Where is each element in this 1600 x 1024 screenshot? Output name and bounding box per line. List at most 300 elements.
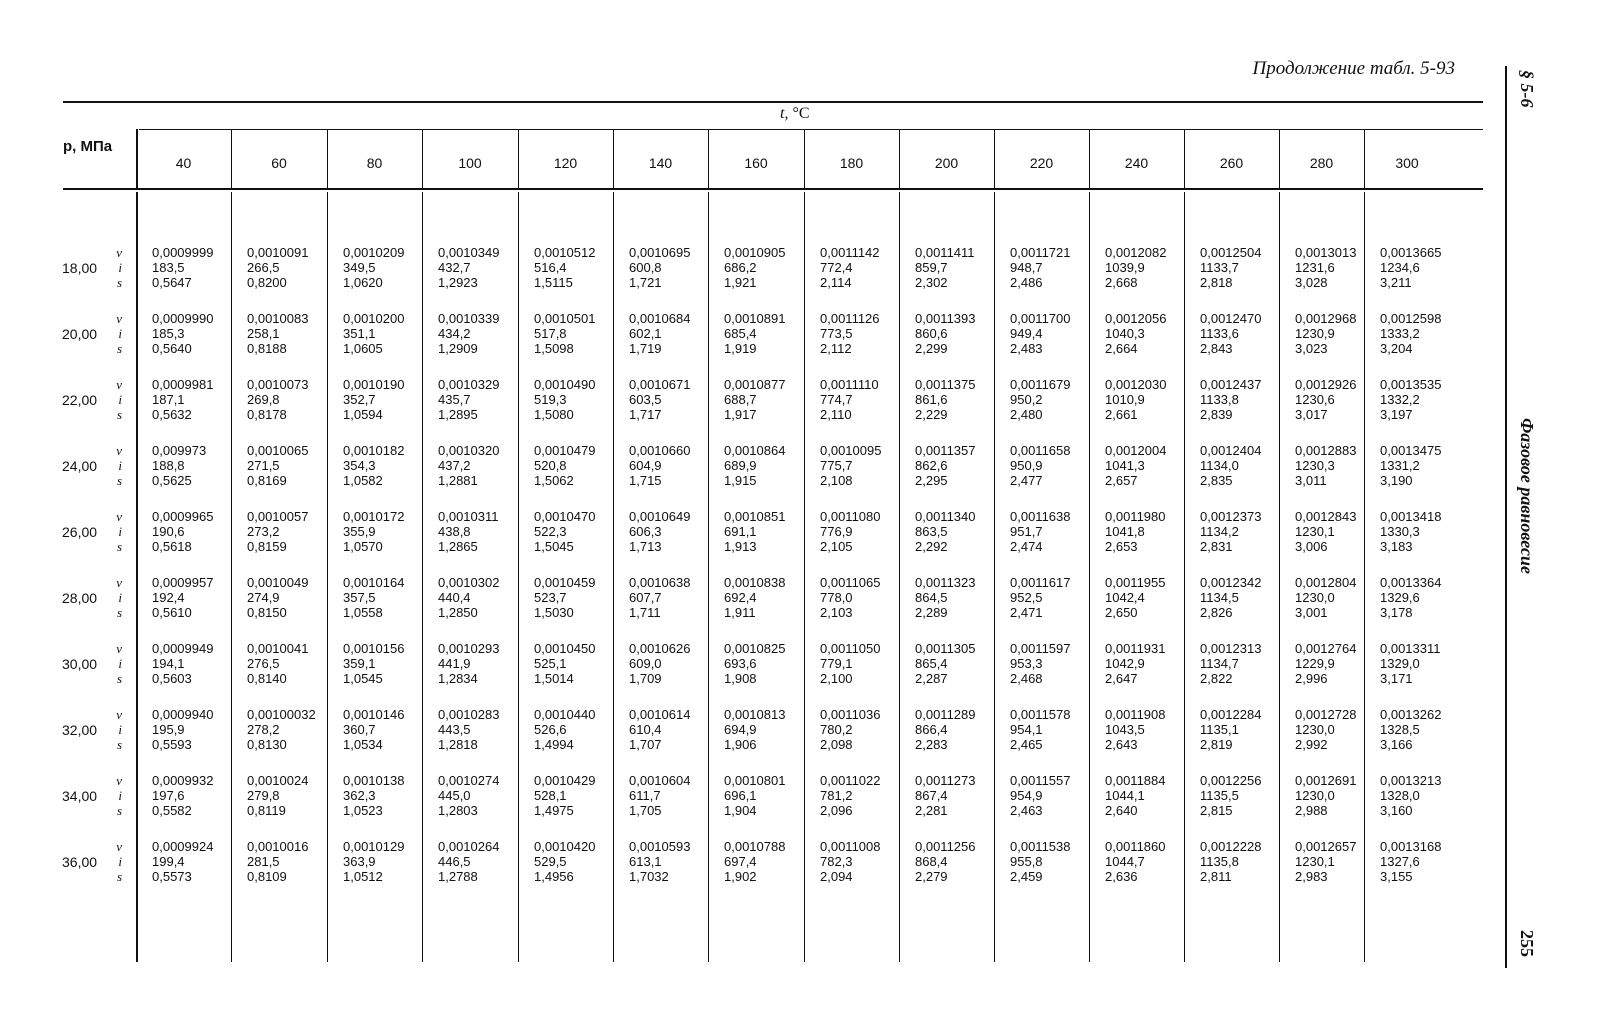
table-cell (1010, 575, 1071, 620)
i-value: 1134,0 (1200, 458, 1239, 473)
s-value: 1,908 (724, 671, 757, 686)
table-cell (152, 641, 213, 686)
s-value: 3,166 (1380, 737, 1413, 752)
v-value: 0,0010320 (438, 443, 500, 458)
table-cell (343, 509, 404, 554)
i-value: 440,4 (438, 590, 471, 605)
v-value: 0,0010339 (438, 311, 500, 326)
i-value: 351,1 (343, 326, 376, 341)
s-value: 1,715 (629, 473, 662, 488)
table-cell (152, 311, 213, 356)
v-value: 0,0011908 (1105, 707, 1166, 722)
table-cell (1010, 377, 1071, 422)
temperature-header-8: 200 (934, 155, 959, 171)
header-rule-bottom (63, 188, 1483, 190)
s-value: 2,112 (820, 341, 852, 356)
i-value: 1230,6 (1295, 392, 1335, 407)
s-value: 0,8188 (247, 341, 287, 356)
i-value: 276,5 (247, 656, 280, 671)
temperature-header-12: 280 (1309, 155, 1334, 171)
table-cell (438, 377, 499, 422)
table-cell (152, 575, 213, 620)
column-divider (518, 192, 519, 962)
variable-symbol: v (116, 311, 122, 326)
i-value: 1135,1 (1200, 722, 1239, 737)
s-value: 0,8109 (247, 869, 287, 884)
v-value: 0,00100032 (247, 707, 316, 722)
v-value: 0,0012342 (1200, 575, 1262, 590)
temperature-header-11: 260 (1219, 155, 1244, 171)
header-rule-sub (139, 129, 1483, 130)
i-value: 526,6 (534, 722, 567, 737)
i-value: 434,2 (438, 326, 471, 341)
v-value: 0,0012313 (1200, 641, 1262, 656)
column-divider (899, 192, 900, 962)
i-value: 432,7 (438, 260, 471, 275)
variable-symbol: v (116, 773, 122, 788)
table-cell (1010, 245, 1071, 290)
s-value: 2,295 (915, 473, 948, 488)
s-value: 2,468 (1010, 671, 1043, 686)
v-value: 0,0010891 (724, 311, 786, 326)
s-value: 3,028 (1295, 275, 1328, 290)
v-value: 0,0012030 (1105, 377, 1167, 392)
s-value: 2,815 (1200, 803, 1233, 818)
s-value: 2,650 (1105, 605, 1138, 620)
s-value: 2,098 (820, 737, 853, 752)
table-cell (1105, 707, 1166, 752)
table-cell (1295, 773, 1356, 818)
pressure-column-header: p, МПа (63, 138, 113, 155)
s-value: 2,486 (1010, 275, 1043, 290)
s-value: 0,5593 (152, 737, 192, 752)
v-value: 0,0010182 (343, 443, 405, 458)
table-cell (629, 443, 690, 488)
table-cell (534, 707, 595, 752)
s-value: 1,5080 (534, 407, 574, 422)
s-value: 0,5632 (152, 407, 192, 422)
i-value: 357,5 (343, 590, 376, 605)
variable-symbol: v (116, 245, 122, 260)
table-cell (247, 773, 308, 818)
v-value: 0,0010604 (629, 773, 691, 788)
table-cell (343, 575, 404, 620)
s-value: 1,4975 (534, 803, 574, 818)
table-cell (915, 707, 976, 752)
v-value: 0,0010813 (724, 707, 786, 722)
i-value: 445,0 (438, 788, 471, 803)
i-value: 861,6 (915, 392, 948, 407)
table-cell (152, 245, 213, 290)
s-value: 0,8130 (247, 737, 287, 752)
v-value: 0,0010684 (629, 311, 691, 326)
table-cell (343, 245, 404, 290)
variable-symbol: i (118, 326, 122, 341)
i-value: 355,9 (343, 524, 376, 539)
table-cell (915, 839, 976, 884)
i-value: 689,9 (724, 458, 757, 473)
i-value: 1135,5 (1200, 788, 1239, 803)
v-value: 0,0010129 (343, 839, 405, 854)
v-value: 0,009973 (152, 443, 207, 458)
s-value: 1,0620 (343, 275, 383, 290)
s-value: 2,459 (1010, 869, 1043, 884)
i-value: 188,8 (152, 458, 185, 473)
i-value: 1230,0 (1295, 788, 1335, 803)
i-value: 437,2 (438, 458, 471, 473)
v-value: 0,0010283 (438, 707, 500, 722)
pressure-value: 32,00 (62, 722, 98, 738)
i-value: 438,8 (438, 524, 471, 539)
v-value: 0,0010274 (438, 773, 500, 788)
i-value: 520,8 (534, 458, 567, 473)
i-value: 1230,0 (1295, 590, 1335, 605)
table-cell (438, 773, 499, 818)
i-value: 694,9 (724, 722, 757, 737)
v-value: 0,0010311 (438, 509, 499, 524)
v-value: 0,0011679 (1010, 377, 1071, 392)
s-value: 2,279 (915, 869, 948, 884)
table-cell (1295, 575, 1356, 620)
variable-symbol: v (116, 575, 122, 590)
table-cell (820, 443, 881, 488)
v-value: 0,0010146 (343, 707, 405, 722)
i-value: 1329,0 (1380, 656, 1420, 671)
table-cell (1380, 773, 1441, 818)
v-value: 0,0011289 (915, 707, 976, 722)
column-divider (1364, 192, 1365, 962)
s-value: 0,5573 (152, 869, 192, 884)
table-cell (438, 311, 499, 356)
v-value: 0,0012968 (1295, 311, 1357, 326)
v-value: 0,0010450 (534, 641, 596, 656)
table-cell (438, 839, 499, 884)
s-value: 1,2909 (438, 341, 478, 356)
i-value: 1042,9 (1105, 656, 1145, 671)
table-cell (915, 245, 975, 290)
pressure-value: 30,00 (62, 656, 98, 672)
variable-symbol: i (118, 722, 122, 737)
table-cell (1295, 641, 1356, 686)
v-value: 0,0010470 (534, 509, 596, 524)
variable-symbol: i (118, 590, 122, 605)
i-value: 1230,1 (1295, 524, 1335, 539)
i-value: 1042,4 (1105, 590, 1145, 605)
v-value: 0,0009965 (152, 509, 214, 524)
v-value: 0,0013665 (1380, 245, 1442, 260)
row-variables (108, 311, 122, 356)
table-cell (724, 443, 785, 488)
i-value: 517,8 (534, 326, 567, 341)
i-value: 190,6 (152, 524, 185, 539)
s-value: 0,5618 (152, 539, 192, 554)
i-value: 773,5 (820, 326, 853, 341)
variable-symbol: s (116, 275, 122, 290)
v-value: 0,0012256 (1200, 773, 1262, 788)
s-value: 1,2881 (438, 473, 478, 488)
i-value: 279,8 (247, 788, 280, 803)
s-value: 0,8200 (247, 275, 287, 290)
table-cell (1105, 377, 1166, 422)
v-value: 0,0011065 (820, 575, 881, 590)
v-value: 0,0010801 (724, 773, 786, 788)
s-value: 2,640 (1105, 803, 1138, 818)
v-value: 0,0010512 (534, 245, 596, 260)
i-value: 1010,9 (1105, 392, 1145, 407)
s-value: 2,299 (915, 341, 948, 356)
table-cell (724, 245, 785, 290)
table-cell (247, 245, 308, 290)
v-value: 0,0010479 (534, 443, 596, 458)
v-value: 0,0011050 (820, 641, 881, 656)
i-value: 600,8 (629, 260, 662, 275)
i-value: 197,6 (152, 788, 185, 803)
pressure-value: 34,00 (62, 788, 98, 804)
table-cell (1200, 641, 1261, 686)
v-value: 0,0010138 (343, 773, 405, 788)
i-value: 185,3 (152, 326, 185, 341)
v-value: 0,0013364 (1380, 575, 1442, 590)
table-cell (534, 773, 595, 818)
table-cell (1380, 245, 1441, 290)
chapter-title: Фазовое равновесие (1517, 418, 1537, 574)
i-value: 435,7 (438, 392, 471, 407)
table-cell (152, 443, 206, 488)
variable-symbol: s (116, 803, 122, 818)
table-cell (534, 575, 595, 620)
table-cell (629, 707, 690, 752)
pressure-value: 18,00 (62, 260, 98, 276)
table-cell (1010, 443, 1071, 488)
s-value: 1,707 (629, 737, 662, 752)
i-value: 359,1 (343, 656, 376, 671)
v-value: 0,0012504 (1200, 245, 1262, 260)
s-value: 1,919 (724, 341, 757, 356)
table-cell (629, 839, 690, 884)
i-value: 1230,9 (1295, 326, 1335, 341)
i-value: 519,3 (534, 392, 567, 407)
s-value: 2,992 (1295, 737, 1328, 752)
s-value: 0,8140 (247, 671, 287, 686)
variable-symbol: s (116, 737, 122, 752)
i-value: 688,7 (724, 392, 757, 407)
v-value: 0,0012228 (1200, 839, 1262, 854)
table-cell (820, 641, 881, 686)
v-value: 0,0010429 (534, 773, 596, 788)
v-value: 0,0011538 (1010, 839, 1071, 854)
v-value: 0,0011658 (1010, 443, 1071, 458)
i-value: 697,4 (724, 854, 757, 869)
v-value: 0,0010164 (343, 575, 405, 590)
table-cell (1105, 839, 1166, 884)
v-value: 0,0010626 (629, 641, 691, 656)
variable-symbol: s (116, 671, 122, 686)
s-value: 1,0570 (343, 539, 383, 554)
s-value: 2,636 (1105, 869, 1138, 884)
i-value: 696,1 (724, 788, 757, 803)
v-value: 0,0011931 (1105, 641, 1166, 656)
table-cell (915, 311, 976, 356)
s-value: 2,822 (1200, 671, 1233, 686)
table-cell (534, 311, 595, 356)
s-value: 2,463 (1010, 803, 1043, 818)
i-value: 522,3 (534, 524, 567, 539)
table-cell (534, 839, 595, 884)
s-value: 1,5115 (534, 275, 573, 290)
i-value: 194,1 (152, 656, 185, 671)
v-value: 0,0010172 (343, 509, 405, 524)
s-value: 0,8119 (247, 803, 286, 818)
v-value: 0,0011256 (915, 839, 976, 854)
v-value: 0,0012598 (1380, 311, 1442, 326)
row-variables (108, 839, 122, 884)
i-value: 611,7 (629, 788, 661, 803)
table-cell (724, 773, 785, 818)
pressure-value: 20,00 (62, 326, 98, 342)
column-divider (613, 192, 614, 962)
pressure-value: 36,00 (62, 854, 98, 870)
v-value: 0,0010264 (438, 839, 500, 854)
v-value: 0,0010073 (247, 377, 309, 392)
i-value: 443,5 (438, 722, 471, 737)
s-value: 1,917 (724, 407, 757, 422)
i-value: 1230,0 (1295, 722, 1335, 737)
s-value: 1,2865 (438, 539, 478, 554)
v-value: 0,0011080 (820, 509, 881, 524)
table-cell (629, 377, 690, 422)
variable-symbol: s (116, 341, 122, 356)
s-value: 3,178 (1380, 605, 1413, 620)
i-value: 779,1 (820, 656, 853, 671)
s-value: 1,4956 (534, 869, 574, 884)
column-divider (422, 192, 423, 962)
v-value: 0,0011884 (1105, 773, 1166, 788)
v-value: 0,0012691 (1295, 773, 1357, 788)
table-cell (915, 575, 976, 620)
v-value: 0,0012883 (1295, 443, 1357, 458)
table-cell (724, 575, 785, 620)
i-value: 859,7 (915, 260, 948, 275)
table-cell (247, 377, 308, 422)
i-value: 278,2 (247, 722, 280, 737)
v-value: 0,0010851 (724, 509, 786, 524)
s-value: 2,647 (1105, 671, 1138, 686)
i-value: 949,4 (1010, 326, 1043, 341)
variable-symbol: s (116, 605, 122, 620)
table-cell (343, 443, 404, 488)
i-value: 1044,7 (1105, 854, 1145, 869)
table-cell (629, 641, 690, 686)
s-value: 3,204 (1380, 341, 1413, 356)
v-value: 0,0011357 (915, 443, 976, 458)
v-value: 0,0010490 (534, 377, 596, 392)
i-value: 199,4 (152, 854, 185, 869)
table-cell (534, 245, 595, 290)
i-value: 948,7 (1010, 260, 1043, 275)
temperature-symbol: t, (780, 105, 789, 122)
i-value: 860,6 (915, 326, 948, 341)
table-cell (915, 377, 976, 422)
i-value: 692,4 (724, 590, 757, 605)
s-value: 0,8159 (247, 539, 287, 554)
v-value: 0,0009981 (152, 377, 214, 392)
temperature-header-13: 300 (1395, 155, 1419, 171)
v-value: 0,0010638 (629, 575, 691, 590)
s-value: 1,0523 (343, 803, 383, 818)
v-value: 0,0012437 (1200, 377, 1262, 392)
s-value: 0,5647 (152, 275, 192, 290)
s-value: 1,915 (724, 473, 757, 488)
s-value: 2,289 (915, 605, 948, 620)
table-cell (1105, 245, 1166, 290)
s-value: 2,302 (915, 275, 948, 290)
s-value: 1,921 (724, 275, 757, 290)
s-value: 1,911 (724, 605, 756, 620)
table-cell (1200, 773, 1261, 818)
v-value: 0,0010459 (534, 575, 596, 590)
i-value: 1039,9 (1105, 260, 1145, 275)
s-value: 2,292 (915, 539, 948, 554)
variable-symbol: v (116, 377, 122, 392)
v-value: 0,0013418 (1380, 509, 1442, 524)
s-value: 1,5098 (534, 341, 574, 356)
table-cell (1380, 311, 1441, 356)
s-value: 2,477 (1010, 473, 1043, 488)
i-value: 1134,2 (1200, 524, 1239, 539)
table-cell (343, 377, 404, 422)
temperature-header-6: 160 (744, 155, 768, 171)
s-value: 0,8178 (247, 407, 287, 422)
v-value: 0,0010095 (820, 443, 882, 458)
i-value: 266,5 (247, 260, 280, 275)
v-value: 0,0013213 (1380, 773, 1442, 788)
i-value: 529,5 (534, 854, 567, 869)
variable-symbol: i (118, 656, 122, 671)
s-value: 2,983 (1295, 869, 1328, 884)
v-value: 0,0012728 (1295, 707, 1357, 722)
s-value: 2,281 (915, 803, 948, 818)
table-cell (1380, 641, 1441, 686)
variable-symbol: v (116, 509, 122, 524)
s-value: 2,664 (1105, 341, 1138, 356)
s-value: 0,5603 (152, 671, 192, 686)
pressure-value: 24,00 (62, 458, 98, 474)
v-value: 0,0010864 (724, 443, 786, 458)
s-value: 1,5014 (534, 671, 574, 686)
s-value: 2,474 (1010, 539, 1043, 554)
v-value: 0,0013535 (1380, 377, 1442, 392)
table-cell (820, 707, 881, 752)
i-value: 950,9 (1010, 458, 1043, 473)
table-caption: Продолжение табл. 5-93 (1252, 58, 1455, 79)
s-value: 0,8169 (247, 473, 287, 488)
i-value: 868,4 (915, 854, 948, 869)
table-cell (534, 641, 595, 686)
v-value: 0,0011126 (820, 311, 880, 326)
temperature-group-header (780, 105, 810, 123)
i-value: 685,4 (724, 326, 757, 341)
s-value: 0,5610 (152, 605, 192, 620)
v-value: 0,0010016 (247, 839, 309, 854)
table-cell (534, 443, 595, 488)
s-value: 0,5640 (152, 341, 192, 356)
temperature-header-9: 220 (1029, 155, 1054, 171)
temperature-header-1: 60 (271, 155, 287, 171)
column-divider (1184, 192, 1185, 962)
i-value: 523,7 (534, 590, 567, 605)
v-value: 0,0013475 (1380, 443, 1442, 458)
table-cell (1200, 245, 1261, 290)
